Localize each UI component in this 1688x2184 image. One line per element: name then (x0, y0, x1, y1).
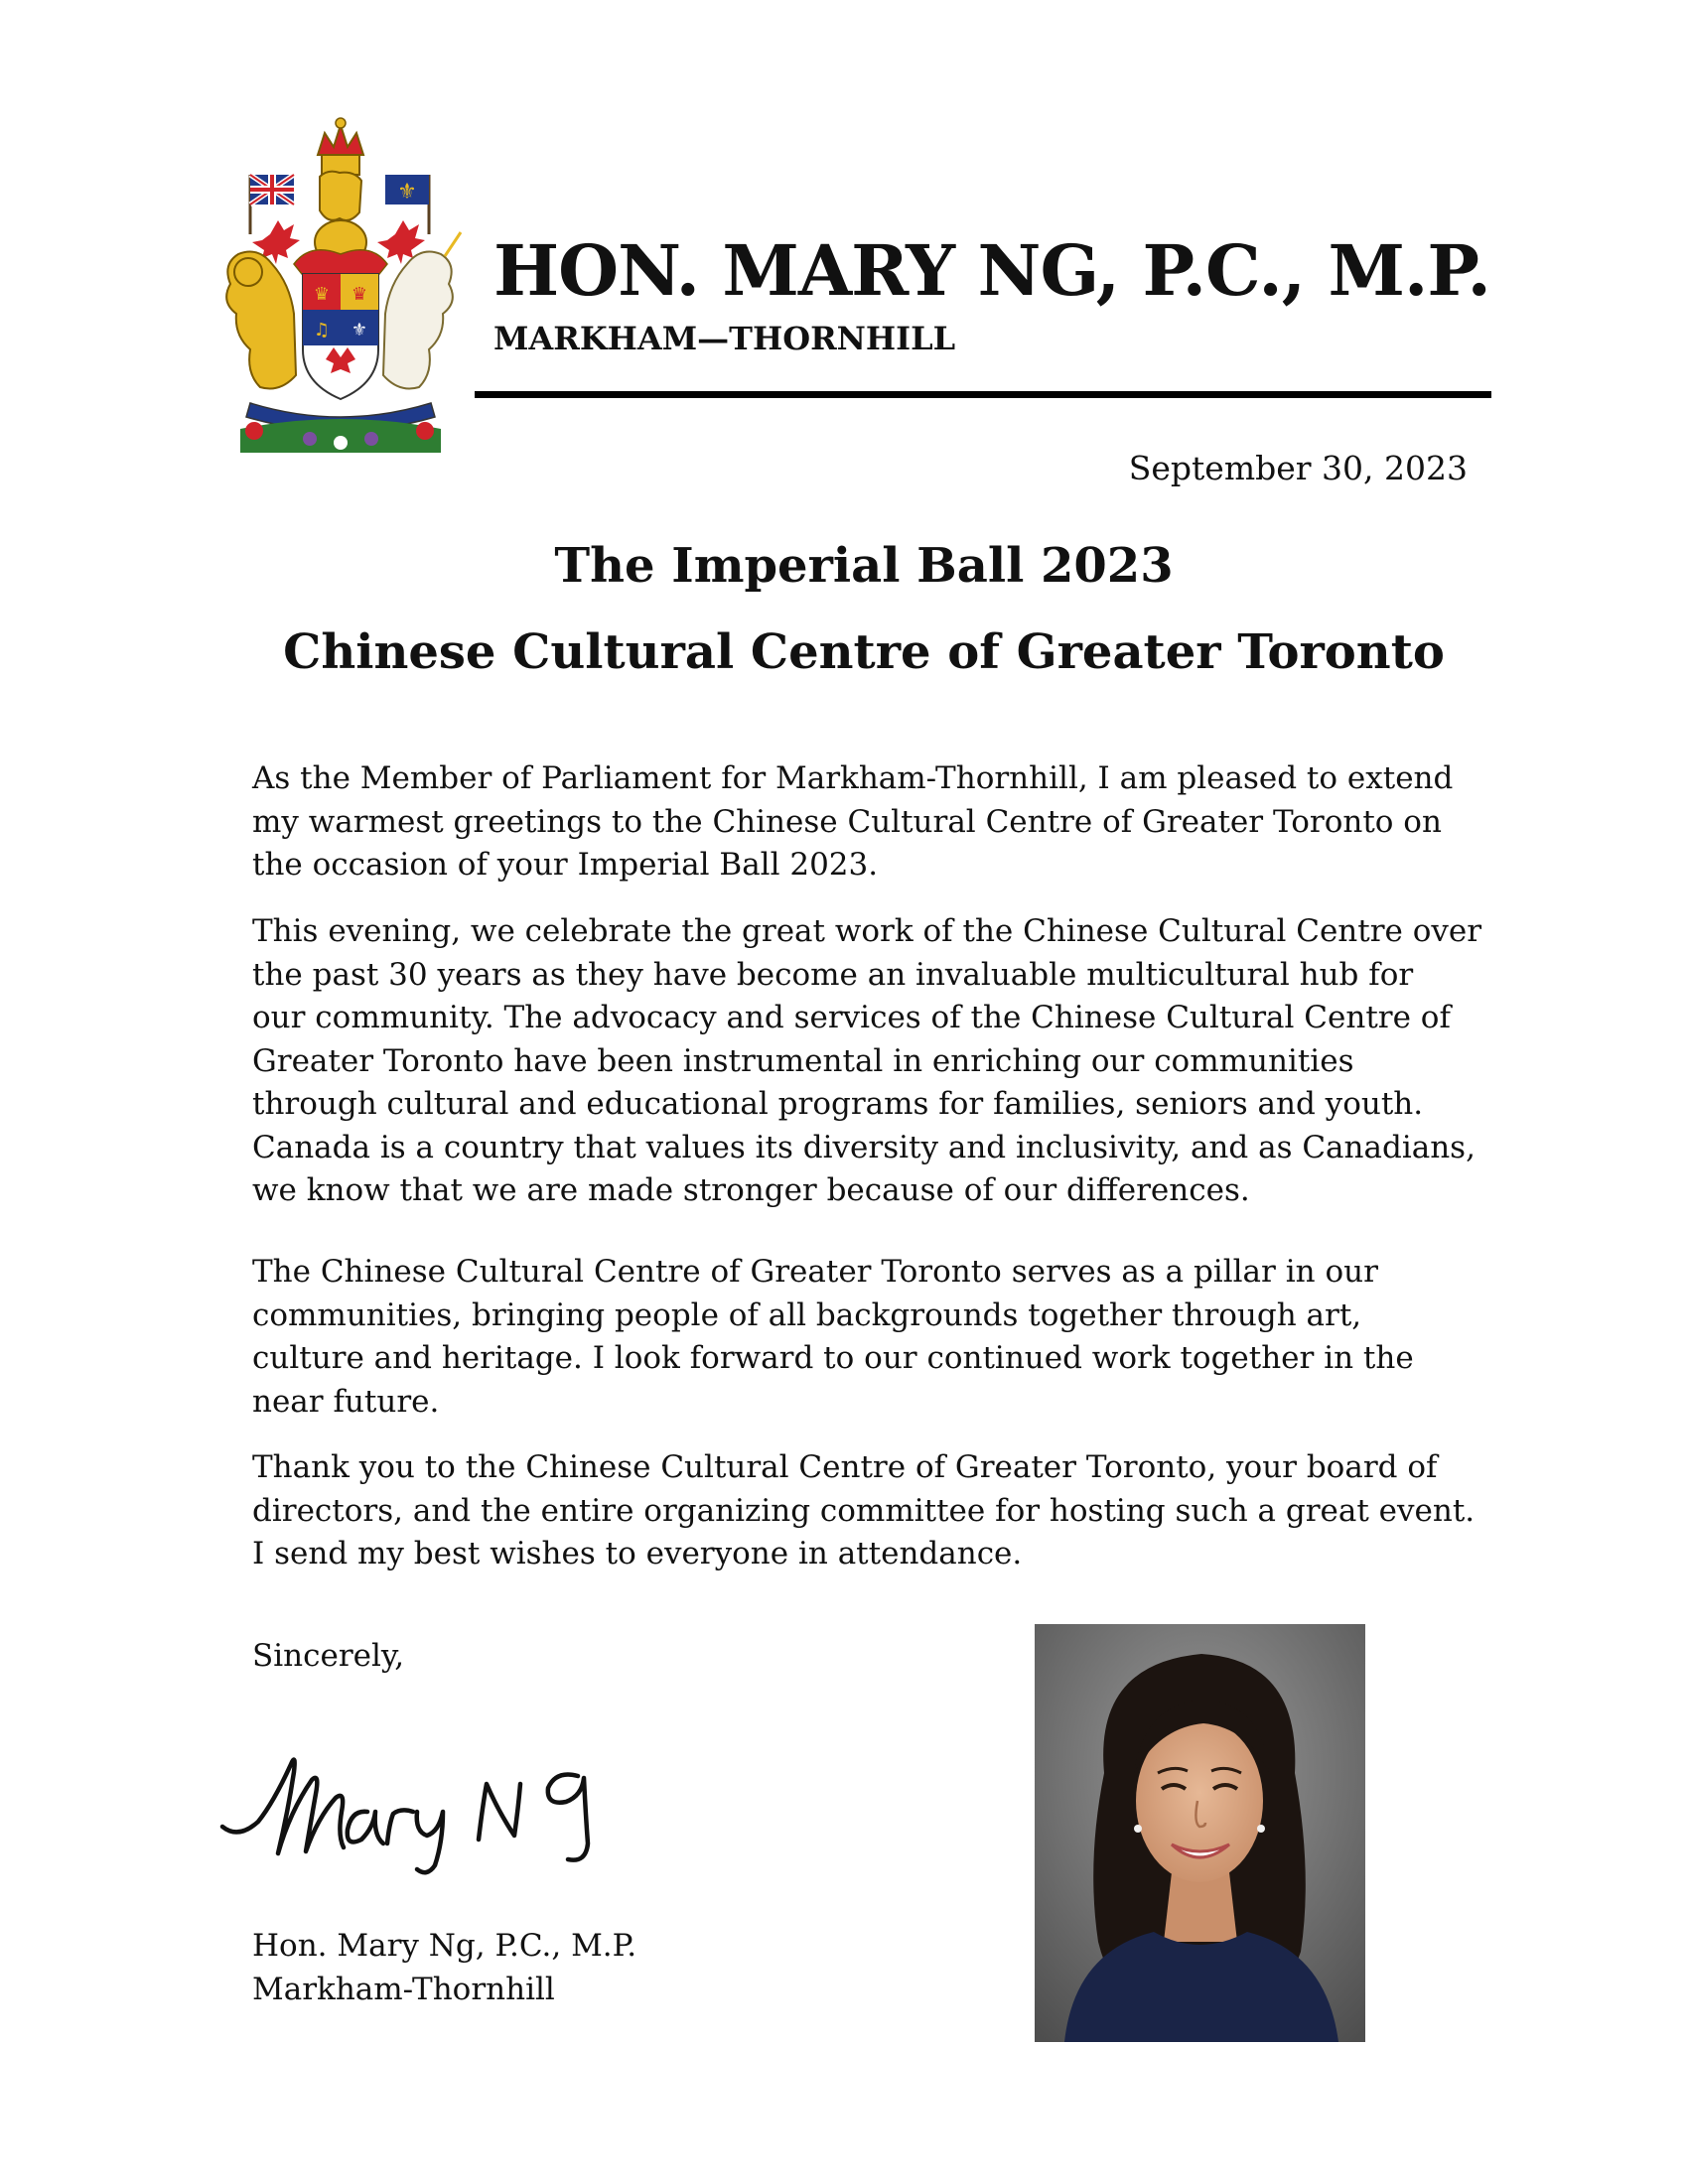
paragraph-line: Canada is a country that values its diversity and inclusivity, and as Canadians, (252, 1129, 1476, 1165)
riding-subheading: MARKHAM—THORNHILL (493, 320, 956, 357)
paragraph-line: Greater Toronto have been instrumental in enriching our communities (252, 1042, 1354, 1079)
portrait-photo (1035, 1624, 1365, 2042)
paragraph-line: communities, bringing people of all backgrounds together through art, (252, 1297, 1362, 1333)
paragraph-line: our community. The advocacy and services of the Chinese Cultural Centre of (252, 1000, 1451, 1035)
organization-title: Chinese Cultural Centre of Greater Toronto (283, 624, 1445, 680)
paragraph-line: the occasion of your Imperial Ball 2023. (252, 847, 879, 883)
event-title: The Imperial Ball 2023 (554, 538, 1174, 594)
paragraph-line: directors, and the entire organizing committee for hosting such a great event. (252, 1492, 1476, 1529)
letter-date: September 30, 2023 (1128, 449, 1468, 487)
paragraph-4 (252, 1446, 1503, 1576)
paragraph-line: As the Member of Parliament for Markham-Thornhill, I am pleased to extend (252, 760, 1454, 796)
paragraph-line: near future. (252, 1383, 440, 1420)
paragraph-2 (252, 910, 1503, 1213)
coat-of-arms-icon (211, 115, 469, 458)
svg-text:⚜: ⚜ (351, 320, 368, 341)
signatory-name: Hon. Mary Ng, P.C., M.P. (252, 1928, 637, 1964)
signatory-block (252, 1924, 636, 2011)
paragraph-1 (252, 757, 1503, 887)
signatory-riding: Markham-Thornhill (252, 1972, 555, 2007)
paragraph-line: This evening, we celebrate the great work of the Chinese Cultural Centre over (252, 913, 1482, 949)
paragraph-line: culture and heritage. I look forward to our continued work together in the (252, 1340, 1414, 1376)
paragraph-line: Thank you to the Chinese Cultural Centre of Greater Toronto, your board of (252, 1449, 1438, 1485)
paragraph-line: The Chinese Cultural Centre of Greater Toronto serves as a pillar in our (252, 1254, 1378, 1290)
paragraph-line: the past 30 years as they have become an invaluable multicultural hub for (252, 956, 1414, 993)
paragraph-line: I send my best wishes to everyone in attendance. (252, 1536, 1023, 1571)
floral-base-icon (240, 419, 441, 453)
paragraph-line: my warmest greetings to the Chinese Cultural Centre of Greater Toronto on (252, 803, 1442, 840)
paragraph-3 (252, 1251, 1503, 1424)
svg-text:♛: ♛ (351, 284, 368, 305)
mp-name-heading: HON. MARY NG, P.C., M.P. (493, 229, 1490, 312)
fleur-de-lis-flag-icon (385, 175, 429, 234)
paragraph-line: through cultural and educational programs for families, seniors and youth. (252, 1086, 1424, 1122)
header-rule (475, 391, 1491, 398)
handwritten-signature (218, 1732, 645, 1881)
paragraph-line: we know that we are made stronger because of our differences. (252, 1172, 1250, 1208)
svg-text:♫: ♫ (313, 320, 331, 341)
union-jack-flag-icon (250, 175, 294, 234)
svg-text:♛: ♛ (313, 284, 331, 305)
closing-salutation: Sincerely, (252, 1638, 405, 1674)
shield-icon (303, 274, 378, 399)
crown-icon (318, 118, 363, 175)
svg-text:⚜: ⚜ (397, 180, 417, 205)
